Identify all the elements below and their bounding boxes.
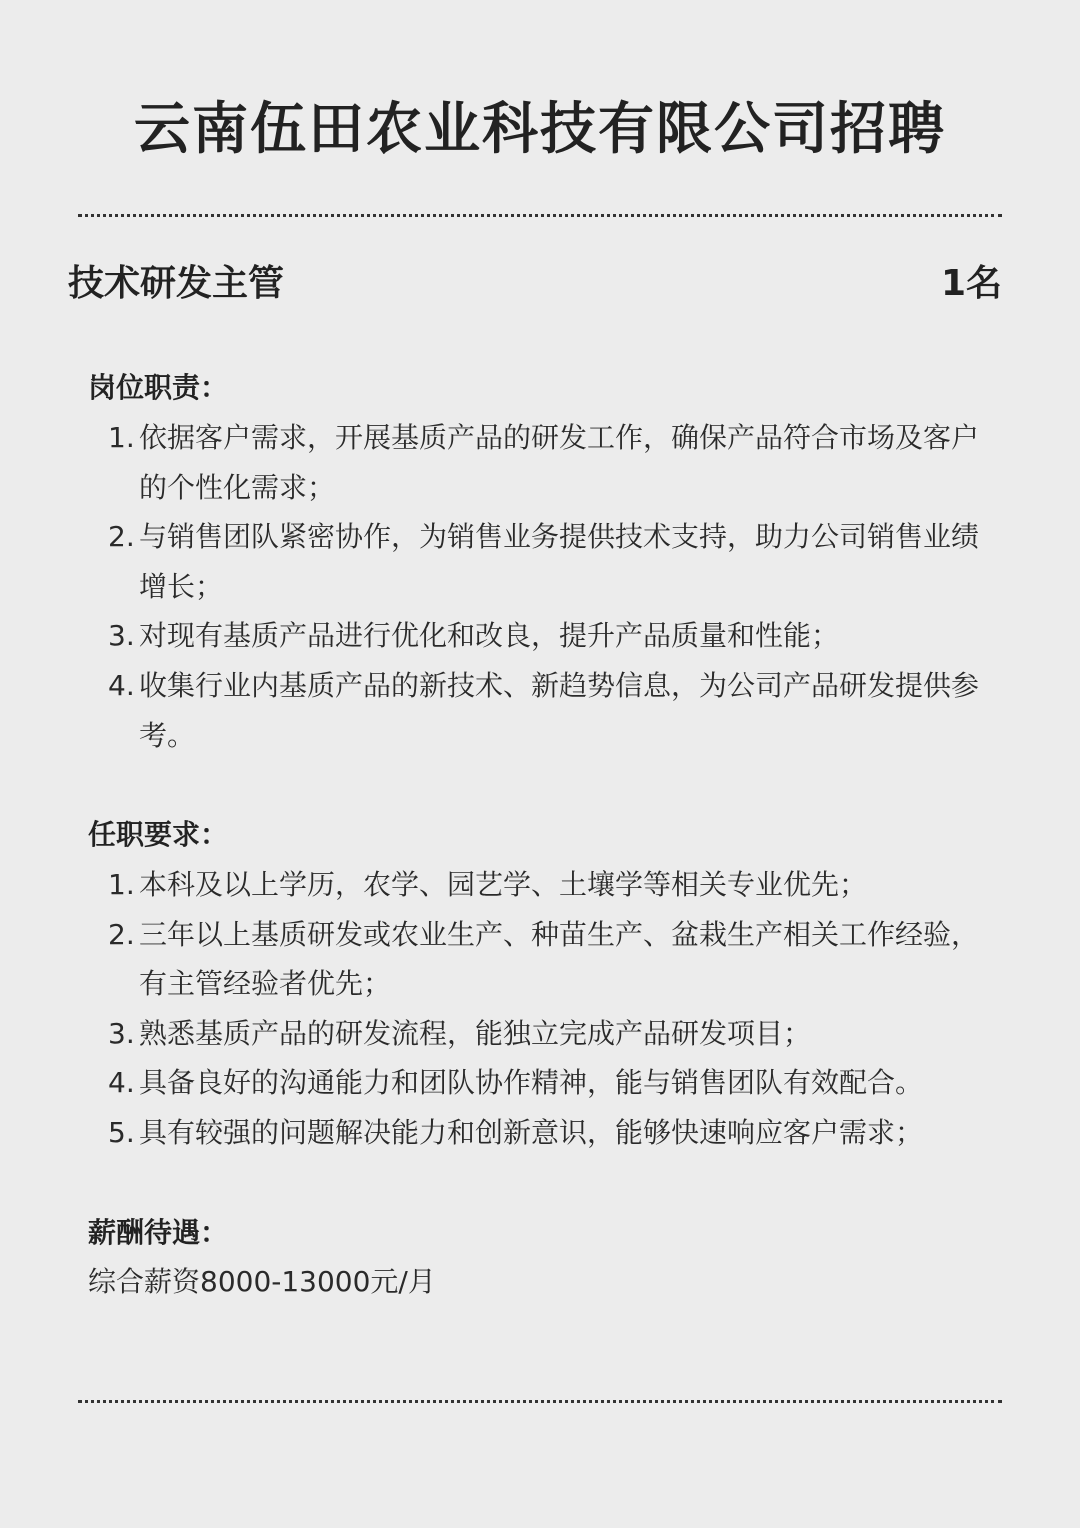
list-item [108,1058,1003,1108]
item-text: 具有较强的问题解决能力和创新意识，能够快速响应客户需求； [139,1115,924,1149]
item-text: 收集行业内基质产品的新技术、新趋势信息，为公司产品研发提供参考。 [139,668,980,752]
salary-heading: 薪酬待遇： [88,1216,229,1249]
item-text: 具备良好的沟通能力和团队协作精神，能与销售团队有效配合。 [139,1066,924,1100]
item-text: 本科及以上学历，农学、园艺学、土壤学等相关专业优先； [139,868,868,901]
item-number: 1. [108,421,135,454]
item-number: 4. [108,1066,135,1100]
item-number: 3. [108,619,135,653]
list-item [108,1108,1003,1158]
list-item [108,1009,1003,1059]
position-count: 1名 [940,262,1002,304]
item-text: 熟悉基质产品的研发流程，能独立完成产品研发项目； [139,1016,812,1050]
top-divider [78,214,1002,217]
item-text: 对现有基质产品进行优化和改良，提升产品质量和性能； [139,619,840,653]
item-number: 1. [108,868,135,901]
list-item [108,910,1003,1009]
position-title: 技术研发主管 [68,262,285,304]
item-text: 与销售团队紧密协作，为销售业务提供技术支持，助力公司销售业绩增长； [139,520,980,603]
item-number: 4. [108,668,135,702]
page-title: 云南伍田农业科技有限公司招聘 [134,97,946,162]
item-text: 依据客户需求，开展基质产品的研发工作，确保产品符合市场及客户的个性化需求； [139,421,980,504]
position-row [68,252,1002,308]
duties-list [108,413,1003,760]
item-number: 2. [108,520,135,554]
bottom-divider [78,1400,1002,1403]
list-item [108,413,1003,512]
item-text: 三年以上基质研发或农业生产、种苗生产、盆栽生产相关工作经验，有主管经验者优先； [139,917,980,1001]
salary-text: 综合薪资8000-13000元/月 [88,1265,436,1298]
item-number: 5. [108,1115,135,1149]
list-item [108,860,1003,910]
list-item [108,512,1003,611]
requirements-heading: 任职要求： [88,818,229,851]
list-item [108,611,1003,661]
requirements-list [108,860,1003,1158]
list-item [108,661,1003,760]
duties-heading: 岗位职责： [88,371,229,404]
item-number: 2. [108,917,135,951]
item-number: 3. [108,1016,135,1050]
